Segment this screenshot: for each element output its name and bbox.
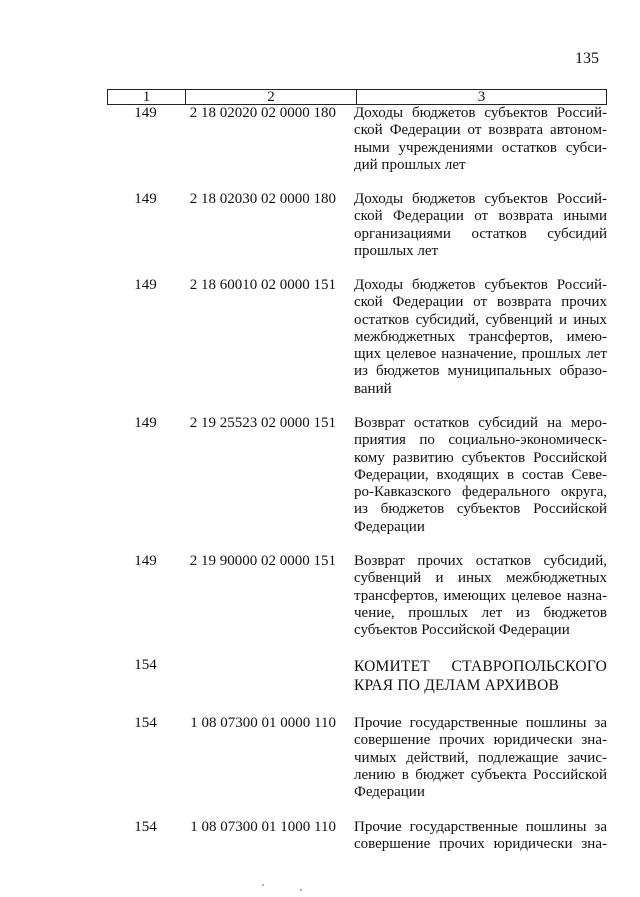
table-row <box>107 413 607 551</box>
description-line: Возврат прочих остатков субсидий, <box>354 553 607 569</box>
description-line: лению в бюджет субъекта Российской <box>354 766 607 783</box>
description-line: Федерации <box>354 784 425 801</box>
description-line: Прочие государственные пошлины за <box>354 715 607 731</box>
revenue-description <box>354 817 607 867</box>
revenue-code <box>184 655 354 713</box>
description-line: ской Федерации от возврата автоном- <box>354 122 607 139</box>
revenue-description <box>354 103 607 189</box>
description-line: Доходы бюджетов субъектов Россий- <box>354 105 607 121</box>
header-col-1: 1 <box>108 90 186 105</box>
description-line: остатков субсидий, субвенций и иных <box>354 311 607 328</box>
revenue-description <box>354 413 607 551</box>
description-line: приятия по социально-экономическ- <box>354 432 607 449</box>
description-line: совершение прочих юридически зна- <box>354 732 607 749</box>
revenue-description <box>354 275 607 413</box>
description-line: дий прошлых лет <box>354 156 466 173</box>
revenue-code: 2 18 60010 02 0000 151 <box>189 277 336 293</box>
revenue-code: 2 19 25523 02 0000 151 <box>189 415 336 431</box>
description-line: Доходы бюджетов субъектов Россий- <box>354 191 607 207</box>
table-row <box>107 103 607 189</box>
page-number: 135 <box>575 50 599 67</box>
revenue-code: 2 19 90000 02 0000 151 <box>189 553 336 569</box>
revenue-code: 2 18 02020 02 0000 180 <box>189 105 336 121</box>
description-line: из бюджетов муниципальных образо- <box>354 363 607 380</box>
revenue-description <box>354 551 607 655</box>
scan-speck <box>300 889 302 891</box>
description-line: из бюджетов субъектов Российской <box>354 501 607 518</box>
description-line: совершение прочих юридически зна- <box>354 836 607 853</box>
department-heading <box>354 655 607 713</box>
description-line: ской Федерации от возврата прочих <box>354 294 607 311</box>
header-col-2: 2 <box>186 90 357 105</box>
description-line: щих целевое назначение, прошлых лет <box>354 346 607 363</box>
description-line: субъектов Российской Федерации <box>354 622 570 639</box>
description-line: субвенций и иных межбюджетных <box>354 570 607 587</box>
description-line: Федерации, входящих в состав Севе- <box>354 466 607 483</box>
description-line: кому развитию субъектов Российской <box>354 449 607 466</box>
heading-line: КРАЯ ПО ДЕЛАМ АРХИВОВ <box>354 677 560 694</box>
admin-code: 154 <box>134 657 157 673</box>
revenue-description <box>354 189 607 275</box>
revenue-code: 1 08 07300 01 0000 110 <box>190 715 336 731</box>
table-row <box>107 713 607 817</box>
description-line: чимых действий, подлежащие зачис- <box>354 749 607 766</box>
admin-code: 149 <box>134 415 157 431</box>
admin-code: 149 <box>134 105 157 121</box>
revenue-code: 2 18 02030 02 0000 180 <box>189 191 336 207</box>
table-row <box>107 189 607 275</box>
description-line: Возврат остатков субсидий на меро- <box>354 415 607 431</box>
admin-code: 154 <box>134 819 157 835</box>
revenue-description <box>354 713 607 817</box>
revenue-code: 1 08 07300 01 1000 110 <box>190 819 336 835</box>
description-line: Прочие государственные пошлины за <box>354 819 607 835</box>
heading-line: КОМИТЕТ СТАВРОПОЛЬСКОГО <box>354 658 607 675</box>
table-body <box>107 103 607 867</box>
description-line: ской Федерации от возврата иными <box>354 208 607 225</box>
description-line: ро-Кавказского федерального округа, <box>354 484 607 501</box>
description-line: ными учреждениями остатков субси- <box>354 139 607 156</box>
admin-code: 149 <box>134 191 157 207</box>
table-row <box>107 817 607 867</box>
description-line: чение, прошлых лет из бюджетов <box>354 604 607 621</box>
description-line: межбюджетных трансфертов, имею- <box>354 328 607 345</box>
admin-code: 149 <box>134 277 157 293</box>
description-line: трансфертов, имеющих целевое назна- <box>354 587 607 604</box>
table-row <box>107 551 607 655</box>
description-line: Доходы бюджетов субъектов Россий- <box>354 277 607 293</box>
table-row <box>107 275 607 413</box>
admin-code: 154 <box>134 715 157 731</box>
table-row <box>107 655 607 713</box>
header-col-3: 3 <box>357 90 607 105</box>
description-line: организациями остатков субсидий <box>354 225 607 242</box>
description-line: ваний <box>354 380 392 397</box>
description-line: Федерации <box>354 518 425 535</box>
scan-speck <box>262 884 264 886</box>
description-line: прошлых лет <box>354 242 439 259</box>
admin-code: 149 <box>134 553 157 569</box>
